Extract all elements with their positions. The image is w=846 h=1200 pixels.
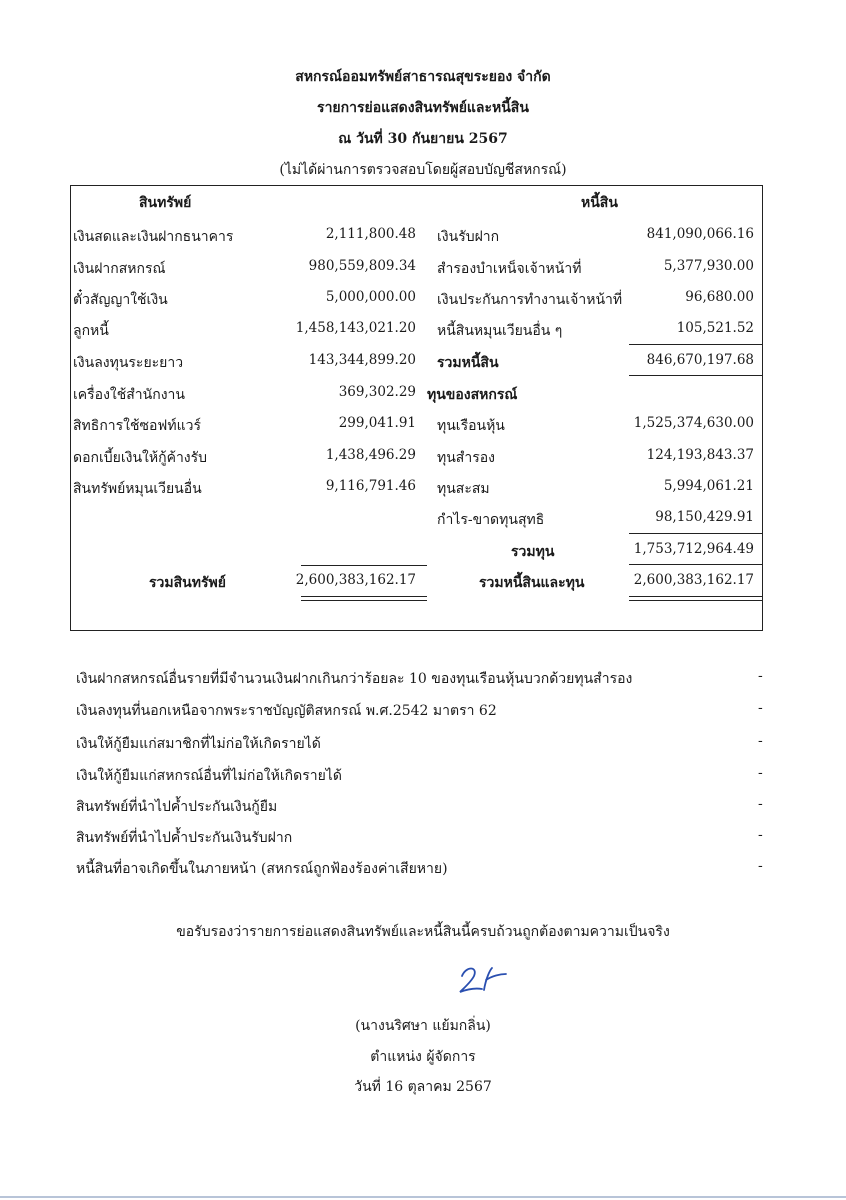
asset-label: สินทรัพย์หมุนเวียนอื่น [73, 481, 202, 497]
equity-value: 98,150,429.91 [655, 509, 754, 525]
liability-value: 841,090,066.16 [646, 226, 754, 242]
note-value: - [758, 827, 763, 843]
signature [456, 962, 512, 1002]
asset-label: เงินลงทุนระยะยาว [73, 355, 184, 371]
asset-value: 9,116,791.46 [325, 478, 416, 494]
signer-position: ตำแหน่ง ผู้จัดการ [370, 1049, 476, 1065]
signature-mark [456, 962, 512, 998]
grand-total-label: รวมหนี้สินและทุน [479, 575, 585, 591]
note-value: - [758, 796, 763, 812]
as-of-date: ณ วันที่ 30 กันยายน 2567 [338, 131, 508, 147]
asset-value: 2,111,800.48 [325, 226, 416, 242]
asset-label: ดอกเบี้ยเงินให้กู้ค้างรับ [73, 450, 208, 466]
asset-label: สิทธิการใช้ซอฟท์แวร์ [73, 418, 201, 434]
liability-label: เงินรับฝาก [437, 229, 500, 245]
total-liabilities-value: 846,670,197.68 [646, 352, 754, 368]
assets-heading: สินทรัพย์ [139, 195, 192, 211]
note-line: เงินลงทุนที่นอกเหนือจากพระราชบัญญัติสหกรณ์ พ.ศ.2542 มาตรา 62 [76, 703, 497, 719]
asset-value: 5,000,000.00 [325, 289, 416, 305]
equity-value: 1,525,374,630.00 [633, 415, 754, 431]
statement-title: รายการย่อแสดงสินทรัพย์และหนี้สิน [317, 100, 529, 116]
asset-value: 1,458,143,021.20 [295, 320, 416, 336]
total-assets-label: รวมสินทรัพย์ [149, 575, 226, 591]
total-liabilities-label: รวมหนี้สิน [437, 355, 499, 371]
equity-label: กำไร-ขาดทุนสุทธิ [437, 512, 545, 528]
note-line: หนี้สินที่อาจเกิดขึ้นในภายหน้า (สหกรณ์ถูกฟ้องร้องค่าเสียหาย) [76, 861, 448, 877]
balance-sheet-table [70, 185, 763, 631]
equity-label: ทุนเรือนหุ้น [437, 418, 505, 434]
asset-label: เครื่องใช้สำนักงาน [73, 387, 185, 403]
note-value: - [758, 700, 763, 716]
asset-value: 369,302.29 [338, 384, 416, 400]
asset-value: 143,344,899.20 [308, 352, 416, 368]
total-assets-value: 2,600,383,162.17 [295, 572, 416, 588]
liability-value: 5,377,930.00 [663, 258, 754, 274]
signer-name: (นางนริศษา แย้มกลิ่น) [355, 1018, 491, 1034]
certification-statement: ขอรับรองว่ารายการย่อแสดงสินทรัพย์และหนี้สินนี้ครบถ้วนถูกต้องตามความเป็นจริง [176, 924, 670, 940]
grand-total-double-rule [629, 596, 763, 601]
equity-label: ทุนสำรอง [437, 450, 495, 466]
equity-label: ทุนสะสม [437, 481, 490, 497]
note-value: - [758, 858, 763, 874]
equity-total-rule [629, 564, 763, 565]
org-name: สหกรณ์ออมทรัพย์สาธารณสุขระยอง จำกัด [295, 69, 551, 85]
note-line: เงินให้กู้ยืมแก่สหกรณ์อื่นที่ไม่ก่อให้เกิดรายได้ [76, 768, 342, 784]
asset-label: ลูกหนี้ [73, 323, 109, 339]
page-bottom-border [0, 1196, 846, 1198]
equity-value: 124,193,843.37 [646, 447, 754, 463]
grand-total-value: 2,600,383,162.17 [633, 572, 754, 588]
asset-label: ตั๋วสัญญาใช้เงิน [73, 292, 168, 308]
liabilities-total-rule [629, 375, 763, 376]
liability-label: หนี้สินหมุนเวียนอื่น ๆ [437, 323, 563, 339]
liability-value: 96,680.00 [685, 289, 754, 305]
asset-label: เงินฝากสหกรณ์ [73, 261, 166, 277]
note-line: สินทรัพย์ที่นำไปค้ำประกันเงินรับฝาก [76, 830, 293, 846]
liabilities-heading: หนี้สิน [581, 195, 618, 211]
equity-heading: ทุนของสหกรณ์ [427, 387, 518, 403]
note-value: - [758, 765, 763, 781]
note-line: สินทรัพย์ที่นำไปค้ำประกันเงินกู้ยืม [76, 799, 278, 815]
audit-note: (ไม่ได้ผ่านการตรวจสอบโดยผู้สอบบัญชีสหกรณ์) [279, 162, 567, 178]
total-equity-value: 1,753,712,964.49 [633, 541, 754, 557]
signature-date: วันที่ 16 ตุลาคม 2567 [354, 1079, 492, 1095]
note-line: เงินฝากสหกรณ์อื่นรายที่มีจำนวนเงินฝากเกินกว่าร้อยละ 10 ของทุนเรือนหุ้นบวกด้วยทุนสำรอง [76, 671, 633, 687]
asset-value: 1,438,496.29 [325, 447, 416, 463]
asset-value: 980,559,809.34 [308, 258, 416, 274]
liability-label: เงินประกันการทำงานเจ้าหน้าที่ [437, 292, 623, 308]
asset-label: เงินสดและเงินฝากธนาคาร [73, 229, 234, 245]
equity-value: 5,994,061.21 [663, 478, 754, 494]
note-line: เงินให้กู้ยืมแก่สมาชิกที่ไม่ก่อให้เกิดรายได้ [76, 736, 321, 752]
note-value: - [758, 668, 763, 684]
note-value: - [758, 733, 763, 749]
liabilities-subtotal-rule [629, 344, 763, 345]
total-assets-top-rule [301, 565, 427, 566]
equity-subtotal-rule [629, 533, 763, 534]
asset-value: 299,041.91 [338, 415, 416, 431]
liability-label: สำรองบำเหน็จเจ้าหน้าที่ [437, 261, 582, 277]
total-assets-double-rule [301, 596, 427, 601]
total-equity-label: รวมทุน [511, 544, 555, 560]
liability-value: 105,521.52 [676, 320, 754, 336]
